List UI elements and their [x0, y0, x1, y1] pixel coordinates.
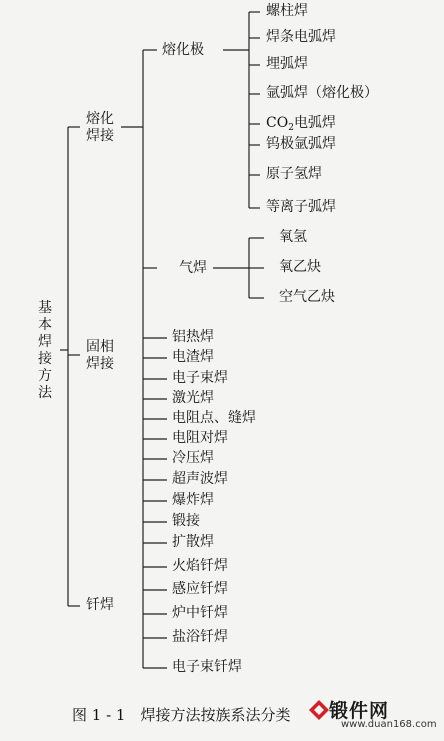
method-electron-beam: 电子束焊 — [172, 370, 228, 386]
method-explosive: 爆炸焊 — [172, 492, 214, 508]
method-shielded-metal-arc: 焊条电弧焊 — [266, 29, 336, 45]
method-furnace-brazing: 炉中钎焊 — [172, 605, 228, 621]
root-label: 基本焊接方法 — [38, 300, 52, 401]
method-co2-arc: $CO_2$电弧焊 — [266, 115, 336, 133]
watermark-logo-icon — [307, 698, 331, 722]
method-atomic-hydrogen: 原子氢焊 — [266, 166, 322, 182]
method-oxy-acetylene: 氧乙炔 — [279, 259, 321, 275]
method-induction-brazing: 感应钎焊 — [172, 581, 228, 597]
method-electron-beam-brazing: 电子束钎焊 — [172, 659, 242, 675]
figure-caption: 图 1 - 1 焊接方法按族系法分类 — [72, 706, 291, 724]
method-resistance-spot-seam: 电阻点、缝焊 — [172, 410, 256, 426]
group-consumable-electrode: 熔化极 — [162, 42, 204, 58]
method-tig: 钨极氩弧焊 — [266, 136, 336, 152]
method-oxy-hydrogen: 氧氢 — [279, 229, 307, 245]
category-solid-phase-welding: 固相焊接 — [86, 339, 114, 372]
method-thermite: 铝热焊 — [172, 329, 214, 345]
method-laser: 激光焊 — [172, 390, 214, 406]
method-resistance-butt: 电阻对焊 — [172, 430, 228, 446]
method-cold-pressure: 冷压焊 — [172, 450, 214, 466]
method-stud-welding: 螺柱焊 — [266, 3, 308, 19]
method-salt-bath-brazing: 盐浴钎焊 — [172, 629, 228, 645]
group-gas-welding: 气焊 — [179, 260, 207, 276]
method-plasma-arc: 等离子弧焊 — [266, 199, 336, 215]
category-fusion-welding: 熔化焊接 — [86, 111, 114, 144]
method-flame-brazing: 火焰钎焊 — [172, 558, 228, 574]
watermark-title: 锻件网 — [329, 700, 390, 722]
method-diffusion: 扩散焊 — [172, 534, 214, 550]
method-air-acetylene: 空气乙炔 — [279, 289, 335, 305]
method-argon-arc-consumable: 氩弧焊（熔化极） — [266, 85, 378, 101]
method-ultrasonic: 超声波焊 — [172, 471, 228, 487]
method-forge: 锻接 — [172, 513, 200, 529]
watermark — [305, 696, 441, 738]
method-submerged-arc: 埋弧焊 — [266, 56, 308, 72]
method-electroslag: 电渣焊 — [172, 349, 214, 365]
category-brazing: 钎焊 — [86, 597, 114, 613]
watermark-url: www.duan168.com — [341, 719, 437, 730]
